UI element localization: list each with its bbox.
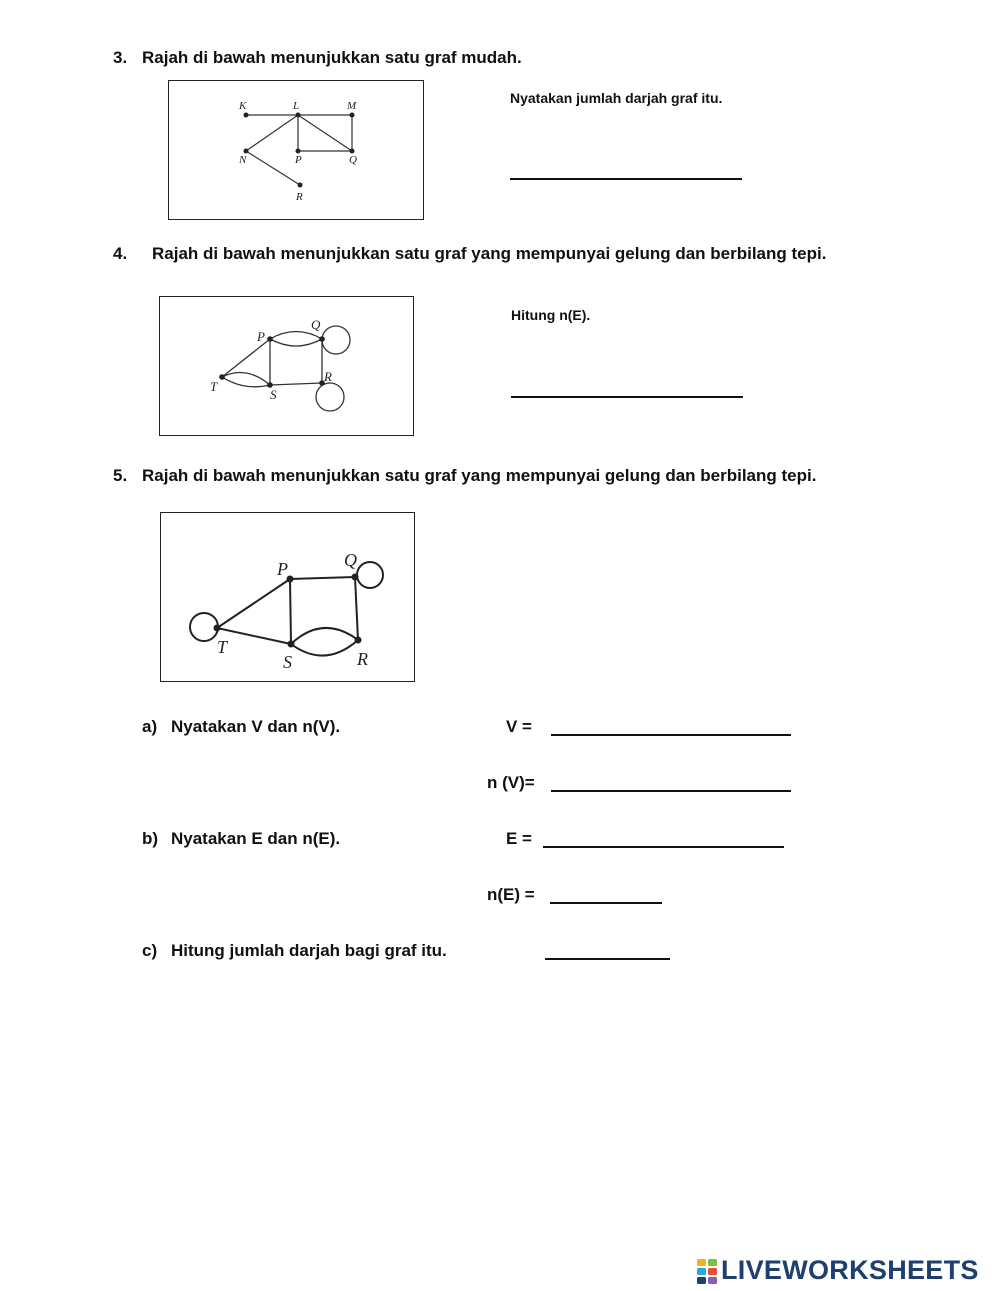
q3-label-N: N: [239, 154, 247, 166]
q3-label-M: M: [347, 100, 357, 112]
q4-answer-line[interactable]: [511, 396, 743, 398]
q4-edge-PQ-1: [270, 332, 322, 340]
q4-label-P: P: [257, 329, 265, 344]
q5-loop-Q: [357, 562, 383, 588]
q4-text: Rajah di bawah menunjukkan satu graf yang mempunyai gelung dan berbilang tepi.: [152, 244, 827, 263]
q4-graph: [159, 296, 414, 436]
q3-edge-L-N: [246, 115, 298, 151]
q5c-input[interactable]: [545, 939, 670, 956]
q4-edge-TS-2: [222, 377, 270, 387]
q5a-v-answer-line[interactable]: [551, 734, 791, 736]
q3-label-P: P: [295, 154, 302, 166]
q5-vertex-T: [214, 625, 221, 632]
q3-answer-input[interactable]: [510, 159, 742, 176]
q5c-marker: c): [142, 941, 158, 960]
q4-edge-PQ-2: [270, 339, 322, 346]
q5b-e-input[interactable]: [543, 827, 784, 844]
q4-label-R: R: [324, 369, 332, 384]
q3-vertex-P: [296, 149, 301, 154]
q3-vertex-K: [244, 113, 249, 118]
q3-text: Rajah di bawah menunjukkan satu graf mudah.: [142, 48, 522, 67]
q5a-nv-input[interactable]: [551, 771, 791, 788]
q5-edge-SR-1: [291, 628, 358, 644]
q5-vertex-R: [355, 637, 362, 644]
q4-answer-input[interactable]: [511, 377, 743, 394]
q5b-label-ne: n(E) =: [487, 885, 535, 904]
q5-graph-svg: [161, 513, 414, 681]
q5-number: 5.: [113, 466, 128, 485]
q4-edge-S-R: [270, 383, 322, 385]
liveworksheets-logo[interactable]: [696, 1255, 979, 1286]
q5c-answer-line[interactable]: [545, 958, 670, 960]
q3-label-L: L: [293, 100, 300, 112]
q3-graph: [168, 80, 424, 220]
q4-label-T: T: [210, 379, 218, 394]
q4-vertex-T: [219, 374, 225, 380]
q3-label-R: R: [296, 191, 303, 203]
q5-graph: [160, 512, 415, 682]
q5a-marker: a): [142, 717, 158, 736]
q4-edge-P-T: [222, 339, 270, 377]
q5-label-S: S: [283, 652, 292, 672]
liveworksheets-logo-text: LIVEWORKSHEETS: [721, 1255, 979, 1285]
q5-text: Rajah di bawah menunjukkan satu graf yang mempunyai gelung dan berbilang tepi.: [142, 466, 817, 485]
q5a-nv-answer-line[interactable]: [551, 790, 791, 792]
q4-edge-TS-1: [222, 373, 270, 386]
q4-label-Q: Q: [311, 317, 321, 332]
q3-vertex-R: [298, 183, 303, 188]
q5b-label-e: E =: [506, 829, 532, 848]
q4-label-S: S: [270, 387, 277, 402]
q4-vertex-P: [267, 336, 273, 342]
q3-vertex-L: [296, 113, 301, 118]
q5-label-P: P: [277, 559, 288, 579]
q5-label-T: T: [217, 637, 228, 657]
q5b-text: Nyatakan E dan n(E).: [171, 829, 341, 848]
q4-vertex-Q: [319, 336, 325, 342]
q4-prompt: Hitung n(E).: [511, 307, 591, 323]
q4-loop-R: [316, 383, 344, 411]
q5b-marker: b): [142, 829, 159, 848]
q5-edge-Q-R: [355, 577, 358, 640]
q5a-label-v: V =: [506, 717, 532, 736]
q3-label-Q: Q: [349, 154, 357, 166]
q5-edge-T-S: [217, 628, 291, 644]
q5c-text: Hitung jumlah darjah bagi graf itu.: [171, 941, 447, 960]
q3-answer-line[interactable]: [510, 178, 742, 180]
q5-edge-P-Q: [290, 577, 355, 579]
q4-number: 4.: [113, 244, 128, 263]
q5b-ne-answer-line[interactable]: [550, 902, 662, 904]
q5-vertex-Q: [352, 574, 359, 581]
q3-label-K: K: [239, 100, 247, 112]
q3-edge-N-R: [246, 151, 300, 185]
q4-graph-svg: [160, 297, 413, 435]
q5a-label-nv: n (V)=: [487, 773, 535, 792]
q5-label-R: R: [357, 649, 368, 669]
q3-vertex-M: [350, 113, 355, 118]
q3-vertex-Q: [350, 149, 355, 154]
q3-prompt: Nyatakan jumlah darjah graf itu.: [510, 90, 723, 106]
q3-edge-L-Q: [298, 115, 352, 151]
q3-graph-svg: [169, 81, 423, 219]
q5a-text: Nyatakan V dan n(V).: [171, 717, 341, 736]
q4-loop-Q: [322, 326, 350, 354]
q5-vertex-S: [288, 641, 295, 648]
q5-label-Q: Q: [344, 550, 357, 570]
q3-number: 3.: [113, 48, 128, 67]
q5-edge-SR-2: [291, 640, 358, 656]
q5-edge-P-T: [217, 579, 290, 628]
q5b-ne-input[interactable]: [550, 883, 662, 900]
q5a-v-input[interactable]: [551, 715, 791, 732]
liveworksheets-logo-icon: [696, 1258, 718, 1284]
q3-vertex-N: [244, 149, 249, 154]
q5b-e-answer-line[interactable]: [543, 846, 784, 848]
q5-edge-P-S: [290, 579, 291, 644]
